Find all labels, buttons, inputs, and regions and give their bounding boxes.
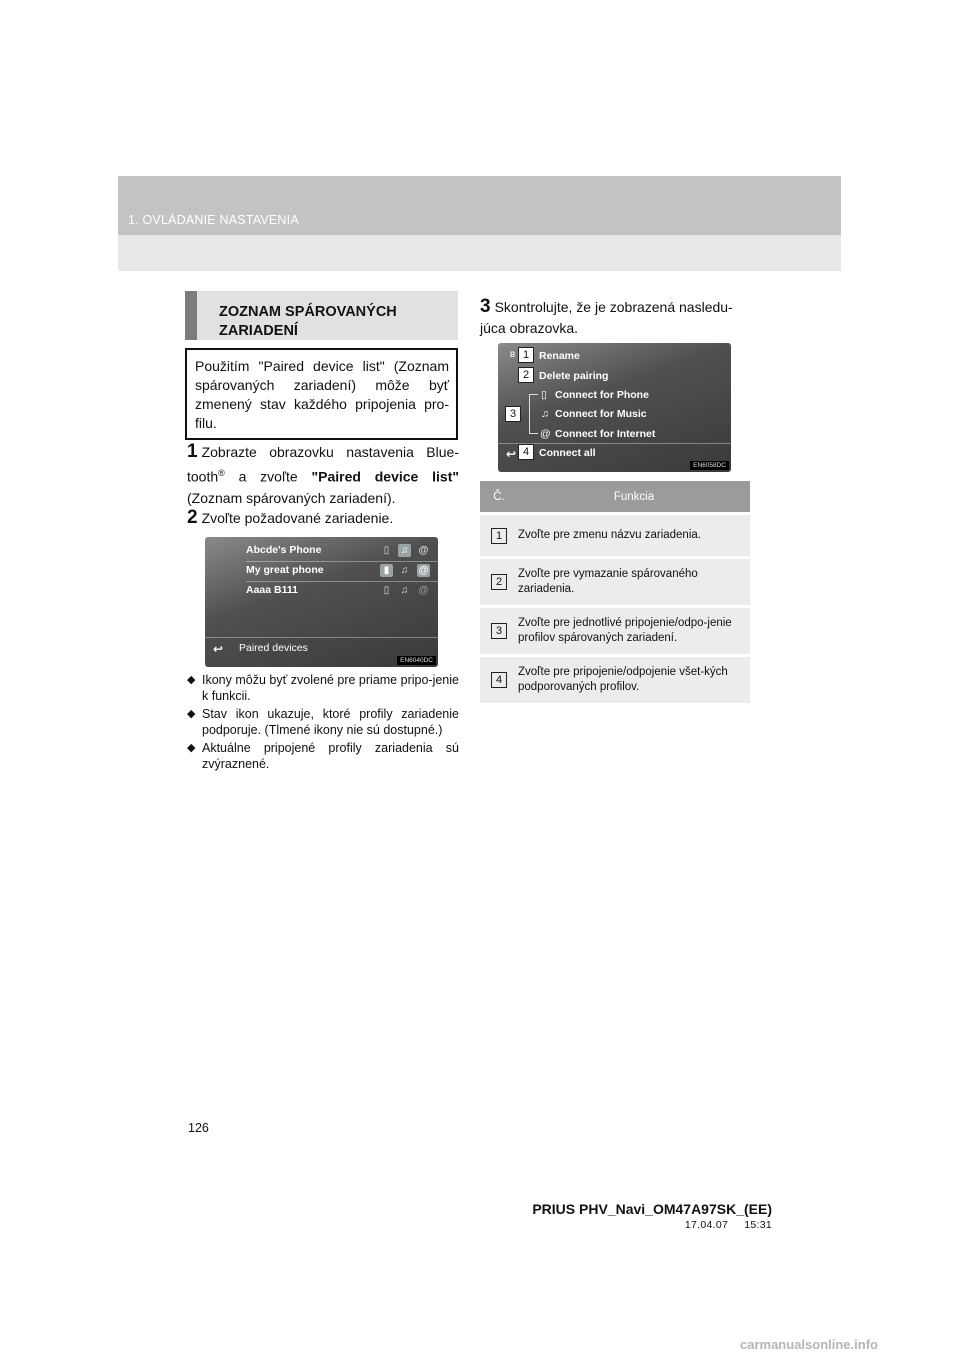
registered-mark: ® xyxy=(218,468,225,478)
step-text: Skontrolujte, že je zobrazená nasledu-júca obrazovka. xyxy=(480,299,733,336)
device-row xyxy=(205,541,438,561)
row-description: Zvoľte pre jednotlivé pripojenie/odpo-jenie profilov spárovaných zariadení. xyxy=(518,607,750,656)
device-row xyxy=(205,581,438,601)
table-row xyxy=(480,558,750,607)
step-number: 3 xyxy=(480,296,491,317)
col-func-header: Funkcia xyxy=(518,481,750,514)
number-box: 3 xyxy=(491,623,507,639)
device-name: My great phone xyxy=(246,564,324,576)
internet-icon: @ xyxy=(418,585,429,596)
row-description: Zvoľte pre pripojenie/odpojenie všet-kých podporovaných profilov. xyxy=(518,656,750,704)
col-num-header: Č. xyxy=(480,481,518,514)
option-label: Delete pairing xyxy=(539,370,609,382)
number-box: 4 xyxy=(491,672,507,688)
phone-icon: ▮ xyxy=(380,564,393,577)
step-2 xyxy=(187,507,459,529)
number-box: 1 xyxy=(491,528,507,544)
row-description: Zvoľte pre vymazanie spárovaného zariadenia. xyxy=(518,558,750,607)
device-row xyxy=(205,561,438,581)
group-bracket xyxy=(529,394,530,434)
step-text: (Zoznam spárovaných zariadení). xyxy=(187,489,396,506)
bullet-item: ◆ Stav ikon ukazuje, ktoré profily zariadenie podporuje. (Tlmené ikony nie sú dostupné.) xyxy=(187,707,459,738)
step-bold-label: "Paired device list" xyxy=(311,468,460,485)
row-number xyxy=(480,656,518,704)
music-icon: ♫ xyxy=(400,565,409,576)
function-table xyxy=(480,481,750,703)
row-description: Zvoľte pre zmenu názvu zariadenia. xyxy=(518,514,750,558)
bullet-item: ◆ Ikony môžu byť zvolené pre priame pripo-jenie k funkcii. xyxy=(187,673,459,704)
chapter-title: 1. OVLÁDANIE NASTAVENIA xyxy=(128,213,299,227)
bullet-item: ◆ Aktuálne pripojené profily zariadenia sú zvýraznené. xyxy=(187,741,459,772)
option-label: Connect all xyxy=(539,447,596,459)
music-icon: ♫ xyxy=(398,544,411,557)
option-row xyxy=(498,386,731,406)
step-text: Zobrazte obrazovku nastavenia Blue-tooth xyxy=(187,444,459,485)
step-number: 2 xyxy=(187,507,198,528)
phone-icon: ▯ xyxy=(383,585,390,596)
table-row xyxy=(480,607,750,656)
group-bracket xyxy=(529,433,538,434)
row-number xyxy=(480,558,518,607)
internet-icon: @ xyxy=(418,545,429,556)
watermark: carmanualsonline.info xyxy=(740,1337,878,1352)
page-number: 126 xyxy=(188,1121,209,1135)
phone-icon: ▯ xyxy=(541,389,547,401)
option-label: Rename xyxy=(539,350,580,362)
option-label: Connect for Phone xyxy=(555,389,649,401)
footer-label: Paired devices xyxy=(239,642,308,654)
intro-text: Použitím "Paired device list" (Zoznam spárovaných zariadení) môže byť zmenený stav každého pripojenia pro-filu. xyxy=(195,358,449,431)
table-header-row xyxy=(480,481,750,514)
bullet-list xyxy=(187,673,459,775)
step-3 xyxy=(480,296,752,339)
option-row xyxy=(498,405,731,425)
bluetooth-icon: ʙ xyxy=(509,349,516,360)
option-label: Connect for Music xyxy=(555,408,647,420)
section-tab xyxy=(185,291,197,340)
table-row xyxy=(480,514,750,558)
divider xyxy=(205,637,438,638)
option-row xyxy=(498,425,731,445)
table-row xyxy=(480,656,750,704)
device-name: Aaaa B111 xyxy=(246,584,298,596)
number-box: 2 xyxy=(491,574,507,590)
document-id: PRIUS PHV_Navi_OM47A97SK_(EE) xyxy=(532,1201,772,1217)
step-text: a zvoľte xyxy=(224,468,312,485)
back-arrow-icon: ↩ xyxy=(213,642,224,656)
intro-box xyxy=(185,348,458,440)
device-name: Abcde's Phone xyxy=(246,544,322,556)
step-1 xyxy=(187,441,459,509)
callout-1: 1 xyxy=(518,347,534,363)
timestamp: 17.04.07 15:31 xyxy=(684,1219,772,1231)
phone-icon: ▯ xyxy=(383,545,390,556)
option-label: Connect for Internet xyxy=(555,428,656,440)
header-bar xyxy=(118,176,841,235)
callout-3: 3 xyxy=(505,406,521,422)
callout-4: 4 xyxy=(518,444,534,460)
back-arrow-icon: ↩ xyxy=(506,447,517,461)
step-number: 1 xyxy=(187,441,198,462)
group-bracket xyxy=(529,394,538,395)
image-code: EN6058DC xyxy=(690,461,729,470)
image-code: EN6040DC xyxy=(397,656,436,665)
header-band xyxy=(118,176,841,271)
row-number xyxy=(480,607,518,656)
section-title: ZOZNAM SPÁROVANÝCH ZARIADENÍ xyxy=(219,304,397,339)
music-icon: ♫ xyxy=(541,408,549,420)
music-icon: ♫ xyxy=(400,585,409,596)
row-number xyxy=(480,514,518,558)
step-text: Zvoľte požadované zariadenie. xyxy=(201,510,394,526)
internet-icon: @ xyxy=(418,565,429,576)
section-heading xyxy=(185,291,458,340)
paired-devices-screen xyxy=(205,537,438,667)
internet-icon: @ xyxy=(540,428,551,440)
callout-2: 2 xyxy=(518,367,534,383)
